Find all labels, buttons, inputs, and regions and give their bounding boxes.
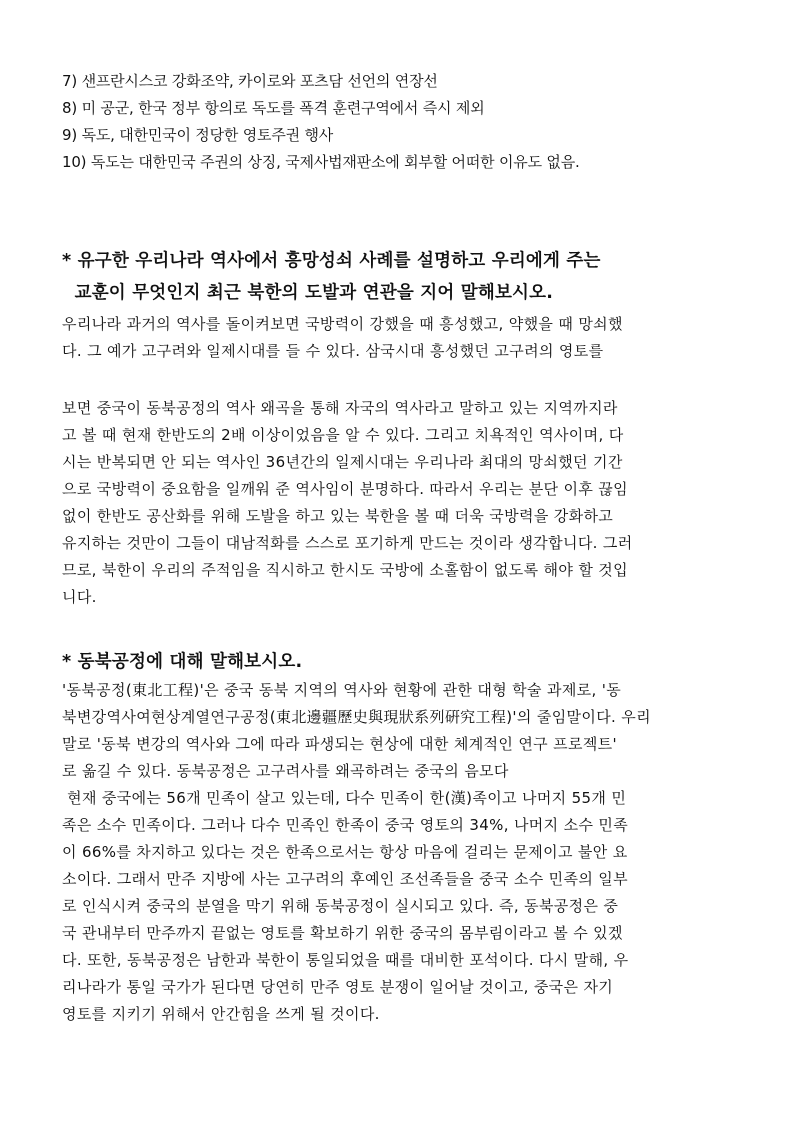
section-heading-northeast-project: [62, 646, 746, 678]
paragraph-line: 다. 그 예가 고구려와 일제시대를 들 수 있다. 삼국시대 흥성했던 고구려의 영토를: [62, 342, 604, 360]
section-heading-history: [62, 245, 746, 309]
paragraph-northeast-project: [62, 677, 746, 1028]
paragraph-line: 로 인식시켜 중국의 분열을 막기 위해 동북공정이 실시되고 있다. 즉, 동북공정은 중: [62, 897, 619, 915]
paragraph-line: 우리나라 과거의 역사를 돌이켜보면 국방력이 강했을 때 흥성했고, 약했을 때 망쇠했: [62, 315, 623, 333]
heading-line: * 동북공정에 대해 말해보시오.: [62, 652, 303, 672]
dokdo-points-list: [62, 68, 746, 176]
list-item: 7) 샌프란시스코 강화조약, 카이로와 포츠담 선언의 연장선: [62, 72, 438, 90]
paragraph-line: 다. 또한, 동북공정은 남한과 북한이 통일되었을 때를 대비한 포석이다. 다시 말해, 우: [62, 951, 629, 969]
paragraph-line: 없이 한반도 공산화를 위해 도발을 하고 있는 북한을 볼 때 더욱 국방력을 강화하고: [62, 507, 614, 525]
paragraph-line: 국 관내부터 만주까지 끝없는 영토를 확보하기 위한 중국의 몸부림이라고 볼 수 있겠: [62, 924, 623, 942]
paragraph-line: 영토를 지키기 위해서 안간힘을 쓰게 될 것이다.: [62, 1005, 380, 1023]
paragraph-line: 족은 소수 민족이다. 그러나 다수 민족인 한족이 중국 영토의 34%, 나머지 소수 민족: [62, 816, 629, 834]
list-item: 10) 독도는 대한민국 주권의 상징, 국제사법재판소에 회부할 어떠한 이유도 없음.: [62, 153, 580, 171]
paragraph-history-intro: [62, 311, 746, 365]
paragraph-line: 시는 반복되면 안 되는 역사인 36년간의 일제시대는 우리나라 최대의 망쇠했던 기간: [62, 453, 623, 471]
paragraph-line: 고 볼 때 현재 한반도의 2배 이상이었음을 알 수 있다. 그리고 치욕적인 역사이며, 다: [62, 426, 624, 444]
paragraph-line: 소이다. 그래서 만주 지방에 사는 고구려의 후예인 조선족들을 중국 소수 민족의 일부: [62, 870, 628, 888]
paragraph-line: 로 옮길 수 있다. 동북공정은 고구려사를 왜곡하려는 중국의 음모다: [62, 762, 509, 780]
paragraph-line: 북변강역사여현상계열연구공정(東北邊疆歷史與現狀系列硏究工程)'의 줄임말이다. 우리: [62, 708, 651, 726]
paragraph-line: 이 66%를 차지하고 있다는 것은 한족으로서는 항상 마음에 걸리는 문제이고 불안 요: [62, 843, 628, 861]
paragraph-line: 보면 중국이 동북공정의 역사 왜곡을 통해 자국의 역사라고 말하고 있는 지역까지라: [62, 399, 618, 417]
paragraph-line: '동북공정(東北工程)'은 중국 동북 지역의 역사와 현황에 관한 대형 학술 과제로, '동: [62, 681, 622, 699]
paragraph-history-body: [62, 395, 746, 611]
paragraph-line: 으로 국방력이 중요함을 일깨워 준 역사임이 분명하다. 따라서 우리는 분단 이후 끊임: [62, 480, 628, 498]
paragraph-line: 니다.: [62, 588, 97, 606]
paragraph-line: 므로, 북한이 우리의 주적임을 직시하고 한시도 국방에 소홀함이 없도록 해야 할 것입: [62, 561, 628, 579]
paragraph-line: 말로 '동북 변강의 역사와 그에 따라 파생되는 현상에 대한 체계적인 연구 프로젝트': [62, 735, 617, 753]
list-item: 8) 미 공군, 한국 정부 항의로 독도를 폭격 훈련구역에서 즉시 제외: [62, 99, 485, 117]
paragraph-line: 유지하는 것만이 그들이 대남적화를 스스로 포기하게 만드는 것이라 생각합니다. 그러: [62, 534, 633, 552]
paragraph-line: 현재 중국에는 56개 민족이 살고 있는데, 다수 민족이 한(漢)족이고 나머지 55개 민: [62, 789, 627, 807]
list-item: 9) 독도, 대한민국이 정당한 영토주권 행사: [62, 126, 334, 144]
heading-line: * 유구한 우리나라 역사에서 흥망성쇠 사례를 설명하고 우리에게 주는: [62, 251, 601, 271]
heading-line: 교훈이 무엇인지 최근 북한의 도발과 연관을 지어 말해보시오.: [62, 283, 554, 303]
paragraph-line: 리나라가 통일 국가가 된다면 당연히 만주 영토 분쟁이 일어날 것이고, 중국은 자기: [62, 978, 614, 996]
